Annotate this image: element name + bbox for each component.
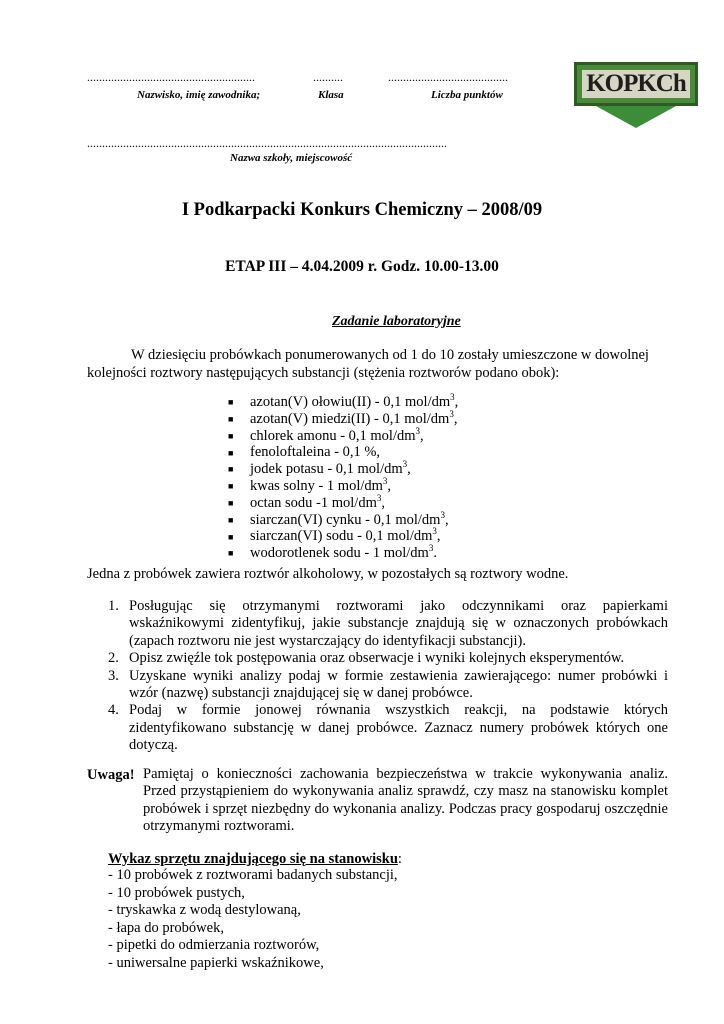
substance-list bbox=[228, 394, 458, 562]
substance-text: jodek potasu - 0,1 mol/$dm^3$, bbox=[250, 459, 411, 478]
equipment-item: - uniwersalne papierki wskaźnikowe, bbox=[108, 954, 324, 971]
task-number: 2. bbox=[108, 650, 119, 667]
equipment-item: - 10 probówek pustych, bbox=[108, 884, 245, 901]
substance-item bbox=[228, 425, 458, 445]
points-dots: ........................................ bbox=[388, 70, 508, 84]
task-item bbox=[108, 650, 668, 667]
equipment-item: - 10 probówek z roztworami badanych substancji, bbox=[108, 867, 398, 883]
bullet-icon: ■ bbox=[228, 464, 234, 475]
superscript: 3 bbox=[450, 392, 455, 403]
bullet-icon: ■ bbox=[228, 531, 234, 542]
equipment-heading bbox=[108, 850, 402, 868]
substance-text: azotan(V) ołowiu(II) - 0,1 mol/$dm^3$, bbox=[250, 392, 459, 410]
logo-text: KOPKCh bbox=[582, 70, 690, 98]
superscript: 3 bbox=[382, 476, 388, 487]
bullet-icon: ■ bbox=[228, 548, 234, 559]
task-text: Posługując się otrzymanymi roztworami jako odczynnikami oraz papierkami wskaźnikowymi zidentyfikuj, jakie substancje znajdują się w oznaczonych probówkach (zapach roztworu nie jest wystarczający do identyfikacji substancji). bbox=[129, 598, 668, 649]
bullet-icon: ■ bbox=[228, 447, 234, 458]
warning-label: Uwaga! bbox=[87, 767, 135, 783]
substance-item bbox=[228, 492, 458, 512]
task-number: 4. bbox=[108, 702, 119, 719]
school-dots: ........................................................................................................................ bbox=[87, 136, 447, 150]
kopkch-logo bbox=[574, 62, 698, 126]
superscript: 3 bbox=[432, 526, 437, 537]
superscript: 3 bbox=[376, 492, 382, 503]
bullet-icon: ■ bbox=[228, 514, 234, 525]
substance-text: wodorotlenek sodu - 1 mol/$dm^3$. bbox=[250, 543, 437, 562]
task-list bbox=[108, 598, 668, 755]
school-label: Nazwa szkoły, miejscowość bbox=[230, 152, 353, 164]
bullet-icon: ■ bbox=[228, 498, 234, 509]
class-label: Klasa bbox=[318, 89, 344, 101]
substance-item bbox=[228, 545, 458, 562]
task-text: Podaj w formie jonowej równania wszystkich reakcji, na podstawie których zidentyfikowano substancję w danej probówce. Zaznacz numery probówek których one dotyczą. bbox=[129, 702, 668, 754]
substance-text: chlorek amonu - 0,1 mol/$dm^3$, bbox=[250, 425, 424, 444]
substance-text: kwas solny - 1 mol/$dm^3$, bbox=[250, 476, 392, 494]
substance-text: siarczan(VI) sodu - 0,1 mol/$dm^3$, bbox=[250, 526, 441, 545]
superscript: 3 bbox=[449, 408, 454, 419]
task-number: 3. bbox=[108, 667, 119, 684]
alcohol-note: Jedna z probówek zawiera roztwór alkoholowy, w pozostałych są roztwory wodne. bbox=[87, 566, 569, 582]
equipment-item: - tryskawka z wodą destylowaną, bbox=[108, 902, 301, 919]
equipment-heading-text: Wykaz sprzętu znajdującego się na stanowisku bbox=[108, 851, 398, 867]
bullet-icon: ■ bbox=[228, 481, 234, 492]
substance-text: octan sodu -1 mol/$dm^3$, bbox=[250, 492, 385, 511]
equipment-list bbox=[108, 867, 398, 973]
intro-line-1: W dziesięciu probówkach ponumerowanych od 1 do 10 zostały umieszczone w dowolnej bbox=[131, 347, 649, 363]
warning-text: Pamiętaj o konieczności zachowania bezpieczeństwa w trakcie wykonywania analiz. Przed przystąpieniem do wykonywania analiz sprawdź, czy masz na stanowisku komplet probówek i sprzęt niezbędny do wykonania analizy. Podczas pracy gospodaruj oszczędnie otrzymanymi roztworami. bbox=[143, 766, 668, 835]
task-text: Uzyskane wyniki analizy podaj w formie zestawienia zawierającego: numer probówki i wzór (nazwę) substancji znajdującej się w danej probówce. bbox=[129, 667, 668, 702]
substance-item bbox=[228, 528, 458, 545]
points-label: Liczba punktów bbox=[431, 89, 503, 101]
logo-triangle bbox=[596, 106, 676, 128]
substance-text: fenoloftaleina - 0,1 %, bbox=[250, 444, 381, 461]
task-title: Zadanie laboratoryjne bbox=[332, 314, 461, 329]
name-label: Nazwisko, imię zawodnika; bbox=[137, 89, 261, 101]
substance-item bbox=[228, 408, 458, 428]
equipment-heading-colon: : bbox=[397, 851, 402, 867]
task-text: Opisz zwięźle tok postępowania oraz obserwacje i wyniki kolejnych eksperymentów. bbox=[129, 650, 625, 667]
task-item bbox=[108, 598, 668, 650]
intro-paragraph bbox=[87, 346, 652, 382]
substance-item bbox=[228, 461, 458, 478]
equipment-item: - łapa do probówek, bbox=[108, 919, 224, 936]
class-dots: .......... bbox=[313, 70, 343, 84]
superscript: 3 bbox=[428, 543, 434, 554]
substance-item bbox=[228, 444, 458, 461]
page-title: I Podkarpacki Konkurs Chemiczny – 2008/09 bbox=[181, 200, 543, 220]
substance-text: azotan(V) miedzi(II) - 0,1 mol/$dm^3$, bbox=[250, 408, 458, 427]
name-dots: ........................................................ bbox=[87, 70, 255, 84]
stage-info: ETAP III – 4.04.2009 r. Godz. 10.00-13.00 bbox=[225, 258, 499, 275]
substance-item bbox=[228, 509, 458, 529]
superscript: 3 bbox=[440, 509, 445, 520]
bullet-icon: ■ bbox=[228, 430, 234, 441]
task-item bbox=[108, 702, 668, 754]
bullet-icon: ■ bbox=[228, 397, 234, 408]
superscript: 3 bbox=[415, 425, 421, 436]
equipment-item: - pipetki do odmierzania roztworów, bbox=[108, 937, 320, 954]
bullet-icon: ■ bbox=[228, 414, 234, 425]
substance-text: siarczan(VI) cynku - 0,1 mol/$dm^3$, bbox=[250, 509, 449, 528]
substance-item bbox=[228, 478, 458, 495]
intro-line-2: kolejności roztwory następujących substancji (stężenia roztworów podano obok): bbox=[87, 365, 560, 381]
substance-item bbox=[228, 394, 458, 411]
task-item bbox=[108, 668, 668, 703]
superscript: 3 bbox=[402, 459, 408, 470]
task-number: 1. bbox=[108, 598, 119, 614]
